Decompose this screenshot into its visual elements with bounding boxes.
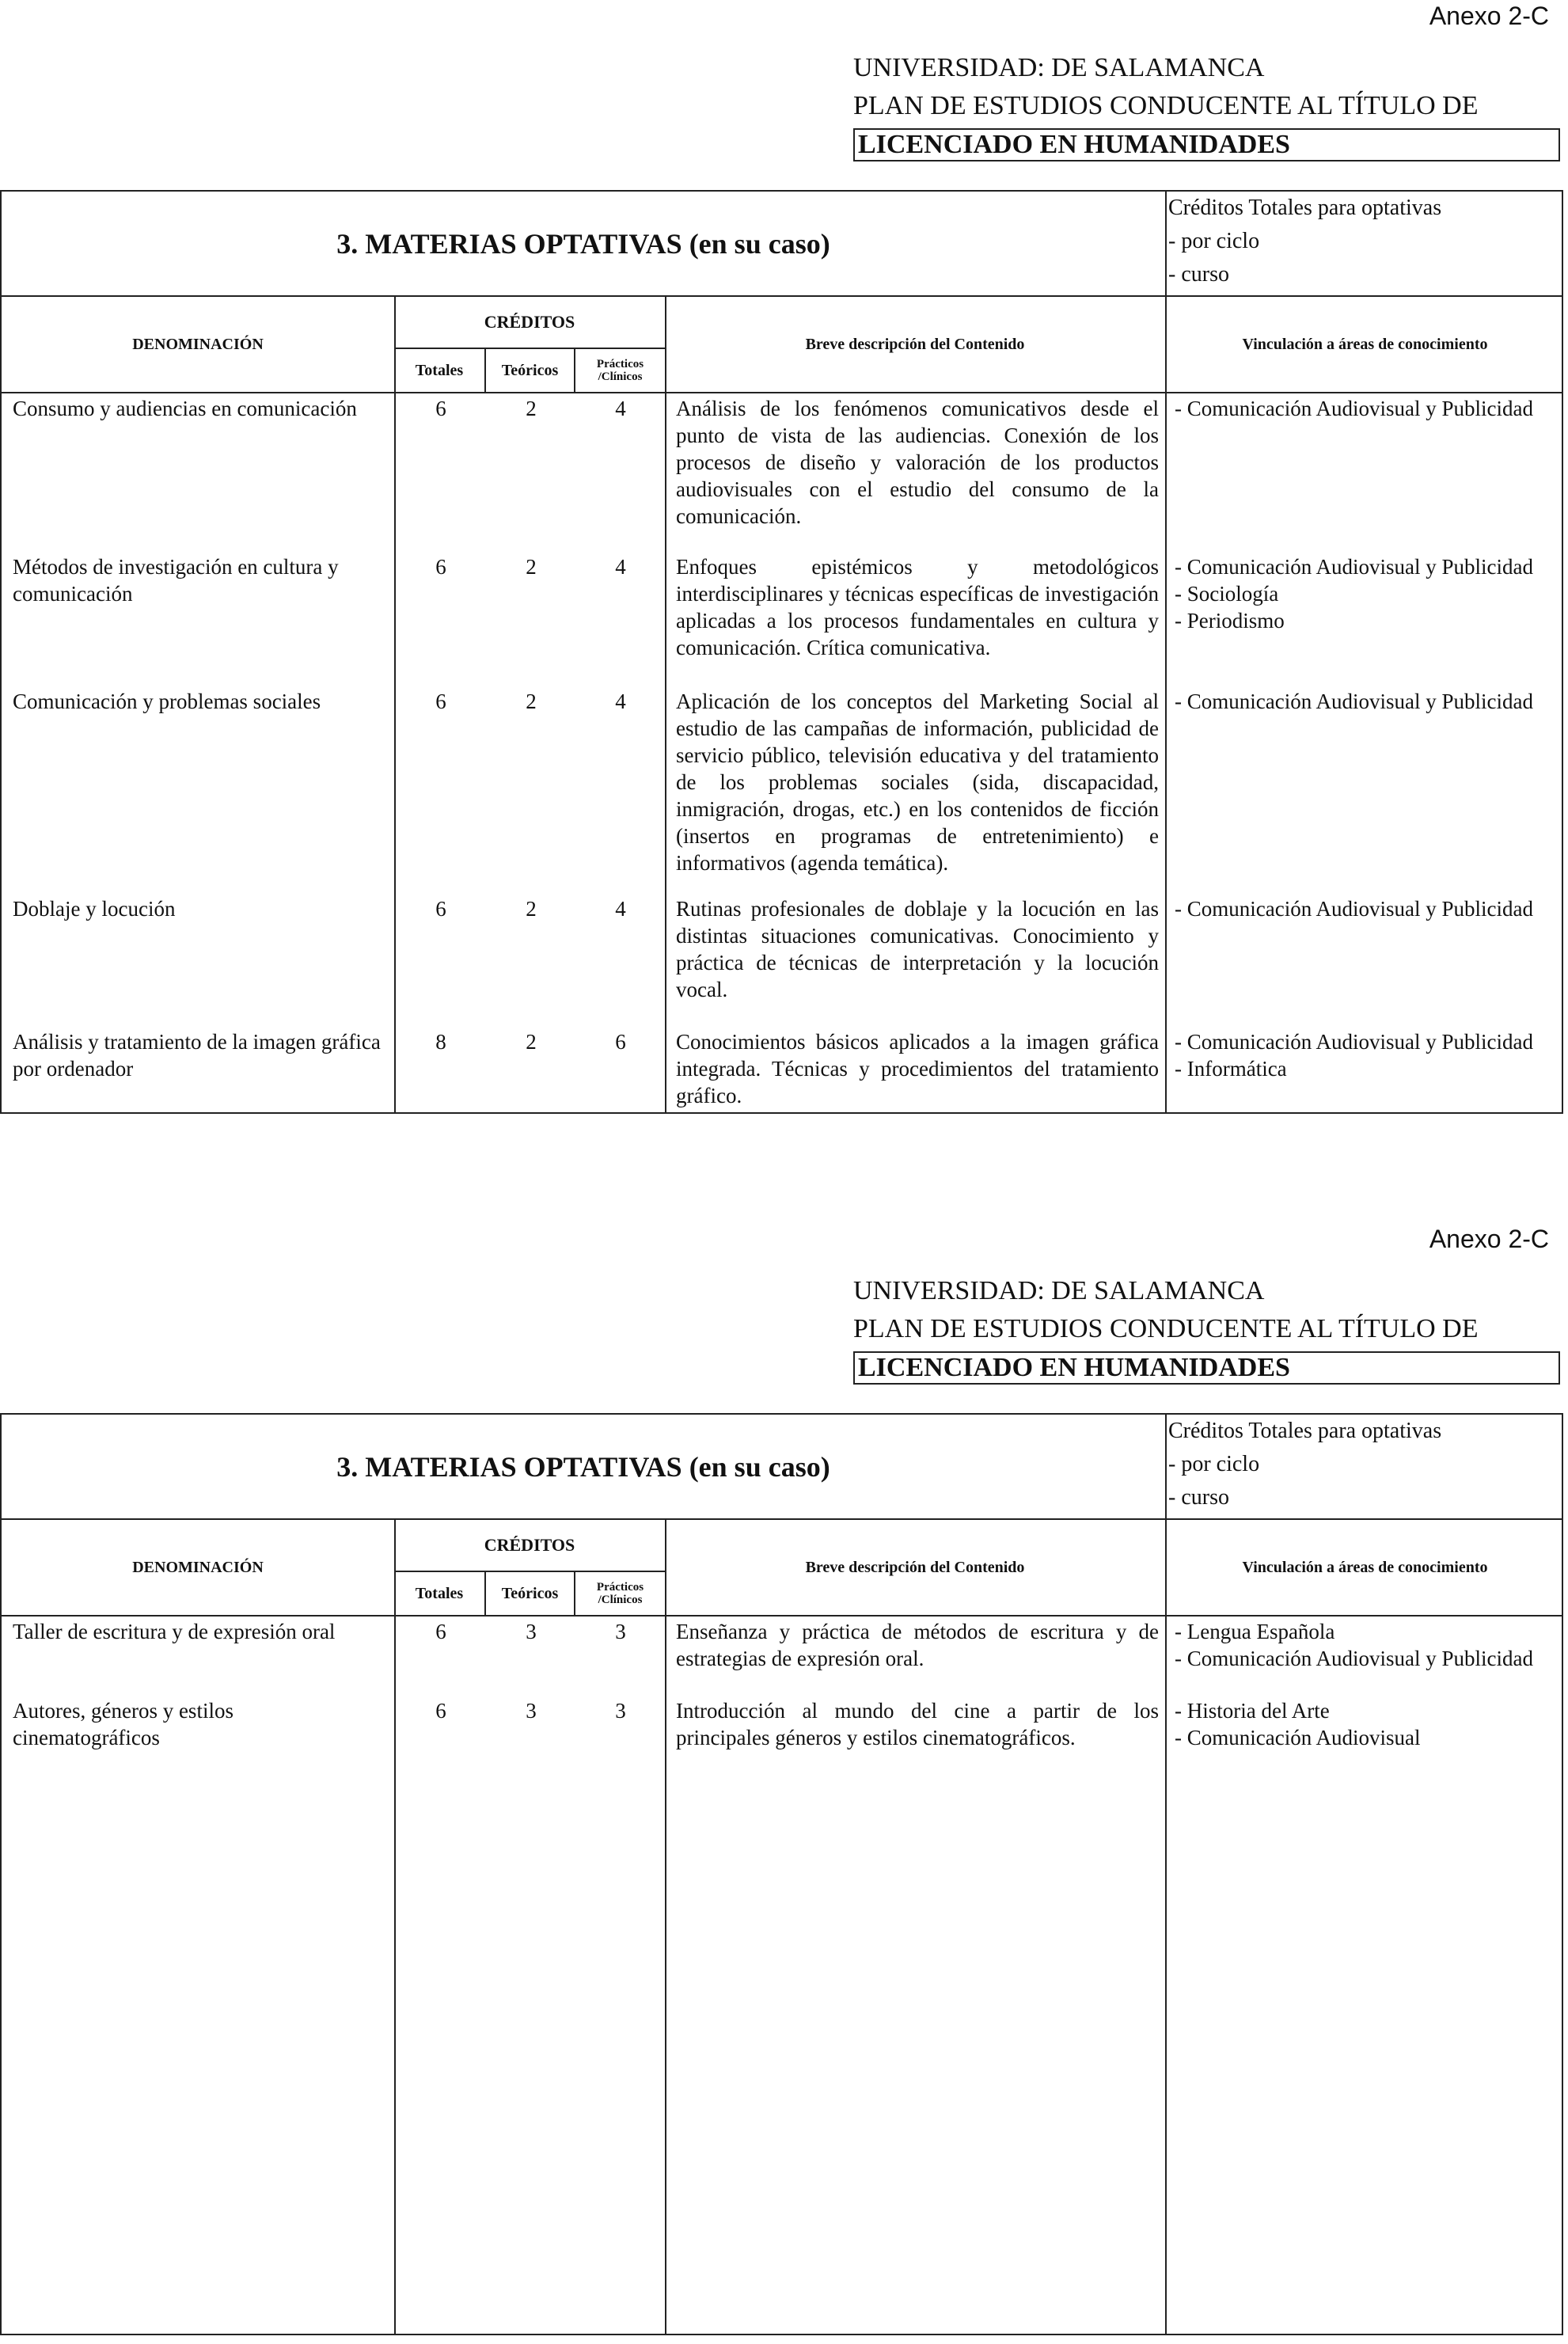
university-line: UNIVERSIDAD: DE SALAMANCA xyxy=(853,53,1265,82)
document-header xyxy=(853,49,1562,161)
header-vinculacion: Vinculación a áreas de conocimiento xyxy=(1242,1558,1488,1576)
credits-theory: 2 xyxy=(526,397,537,420)
subject-name: Comunicación y problemas sociales xyxy=(13,690,321,713)
credits-total-label: Créditos Totales para optativas xyxy=(1168,196,1442,220)
section-header-box xyxy=(0,1413,1563,1520)
section-header-box xyxy=(0,190,1563,297)
degree-title: LICENCIADO EN HUMANIDADES xyxy=(853,128,1560,161)
document-header xyxy=(853,1272,1562,1385)
header-practicos: Prácticos /Clínicos xyxy=(596,1581,644,1606)
subject-name: Consumo y audiencias en comunicación xyxy=(13,397,357,420)
credits-practice: 6 xyxy=(615,1030,626,1054)
knowledge-area: - Comunicación Audiovisual y Publicidad xyxy=(1175,690,1533,713)
table-row xyxy=(2,1618,1562,1697)
document-page-1 xyxy=(0,0,1568,1156)
table-row xyxy=(2,1697,1562,1776)
subject-description: Conocimientos básicos aplicados a la imagen gráfica integrada. Técnicas y procedimientos del tratamiento gráfico. xyxy=(676,1030,1159,1107)
knowledge-areas xyxy=(1175,395,1562,422)
header-creditos: CRÉDITOS xyxy=(484,312,575,332)
degree-title: LICENCIADO EN HUMANIDADES xyxy=(853,1351,1560,1385)
header-denominacion: DENOMINACIÓN xyxy=(132,335,264,353)
subject-name: Doblaje y locución xyxy=(13,897,176,921)
credits-total: 6 xyxy=(435,555,446,579)
credits-total: 6 xyxy=(435,897,446,921)
credits-per-course-label: - curso xyxy=(1168,262,1229,287)
plan-line: PLAN DE ESTUDIOS CONDUCENTE AL TÍTULO DE xyxy=(853,1314,1479,1343)
table-row xyxy=(2,688,1562,895)
credits-per-cycle-label: - por ciclo xyxy=(1168,1452,1260,1476)
credits-theory: 2 xyxy=(526,555,537,579)
knowledge-area: - Comunicación Audiovisual y Publicidad xyxy=(1175,1030,1533,1054)
subject-description: Aplicación de los conceptos del Marketing Social al estudio de las campañas de información, publicidad de servicio público, televisión educativa y del tratamiento de los problemas sociales (sida, discapacidad, inmigración, drogas, etc.) en los contenidos de ficción (insertos en programas de entretenimiento) e informativos (agenda temática). xyxy=(676,690,1159,875)
annex-label: Anexo 2-C xyxy=(1429,1225,1549,1253)
subject-name: Análisis y tratamiento de la imagen gráfica por ordenador xyxy=(13,1030,381,1081)
credits-theory: 3 xyxy=(526,1620,537,1643)
credits-total: 6 xyxy=(435,1699,446,1723)
credits-total: 8 xyxy=(435,1030,446,1054)
credits-theory: 2 xyxy=(526,690,537,713)
credits-per-cycle-label: - por ciclo xyxy=(1168,229,1260,253)
knowledge-areas xyxy=(1175,553,1562,634)
annex-label: Anexo 2-C xyxy=(1429,2,1549,30)
university-line: UNIVERSIDAD: DE SALAMANCA xyxy=(853,1276,1265,1305)
credits-total: 6 xyxy=(435,1620,446,1643)
credits-practice: 3 xyxy=(615,1699,626,1723)
credits-total-label: Créditos Totales para optativas xyxy=(1168,1419,1442,1443)
optional-credits-box xyxy=(1165,1415,1563,1518)
knowledge-area: - Comunicación Audiovisual y Publicidad xyxy=(1175,897,1533,921)
optional-credits-box xyxy=(1165,192,1563,295)
subject-description: Rutinas profesionales de doblaje y la locución en las distintas situaciones comunicativas. Conocimiento y práctica de técnicas de interpretación y la locución vocal. xyxy=(676,897,1159,1001)
section-title: 3. MATERIAS OPTATIVAS (en su caso) xyxy=(336,227,830,260)
knowledge-area: - Lengua Española xyxy=(1175,1620,1335,1643)
header-totales: Totales xyxy=(415,1584,464,1602)
subject-description: Enseñanza y práctica de métodos de escritura y de estrategias de expresión oral. xyxy=(676,1620,1159,1670)
header-vinculacion: Vinculación a áreas de conocimiento xyxy=(1242,335,1488,353)
credits-total: 6 xyxy=(435,690,446,713)
optional-subjects-table xyxy=(0,297,1563,1114)
table-header xyxy=(2,297,1562,393)
table-row xyxy=(2,1028,1562,1123)
header-creditos: CRÉDITOS xyxy=(484,1535,575,1555)
knowledge-area: - Comunicación Audiovisual y Publicidad xyxy=(1175,555,1533,579)
header-teoricos: Teóricos xyxy=(501,361,559,379)
knowledge-areas xyxy=(1175,688,1562,715)
document-page-2 xyxy=(0,1223,1568,2339)
credits-practice: 4 xyxy=(615,397,626,420)
knowledge-area: - Historia del Arte xyxy=(1175,1699,1330,1723)
section-title: 3. MATERIAS OPTATIVAS (en su caso) xyxy=(336,1450,830,1483)
knowledge-area: - Periodismo xyxy=(1175,609,1285,633)
subject-name: Métodos de investigación en cultura y comunicación xyxy=(13,555,339,606)
table-header xyxy=(2,1520,1562,1616)
header-totales: Totales xyxy=(415,361,464,379)
header-denominacion: DENOMINACIÓN xyxy=(132,1558,264,1576)
subject-description: Introducción al mundo del cine a partir de los principales géneros y estilos cinematográficos. xyxy=(676,1699,1159,1749)
credits-total: 6 xyxy=(435,397,446,420)
credits-theory: 2 xyxy=(526,897,537,921)
subject-name: Autores, géneros y estilos cinematográficos xyxy=(13,1699,233,1749)
credits-practice: 4 xyxy=(615,897,626,921)
knowledge-areas xyxy=(1175,1697,1562,1751)
knowledge-area: - Comunicación Audiovisual xyxy=(1175,1726,1421,1749)
subject-description: Enfoques epistémicos y metodológicos interdisciplinares y técnicas específicas de investigación aplicadas a los procesos fundamentales en cultura y comunicación. Crítica comunicativa. xyxy=(676,555,1159,659)
credits-theory: 3 xyxy=(526,1699,537,1723)
knowledge-area: - Comunicación Audiovisual y Publicidad xyxy=(1175,397,1533,420)
credits-per-course-label: - curso xyxy=(1168,1485,1229,1510)
knowledge-area: - Sociología xyxy=(1175,582,1279,606)
credits-practice: 4 xyxy=(615,555,626,579)
credits-theory: 2 xyxy=(526,1030,537,1054)
plan-line: PLAN DE ESTUDIOS CONDUCENTE AL TÍTULO DE xyxy=(853,91,1479,120)
header-teoricos: Teóricos xyxy=(501,1584,559,1602)
subject-name: Taller de escritura y de expresión oral xyxy=(13,1620,336,1643)
header-descripcion: Breve descripción del Contenido xyxy=(805,335,1025,353)
knowledge-areas xyxy=(1175,1028,1562,1082)
header-descripcion: Breve descripción del Contenido xyxy=(805,1558,1025,1576)
knowledge-areas xyxy=(1175,895,1562,922)
table-row xyxy=(2,553,1562,688)
subject-description: Análisis de los fenómenos comunicativos desde el punto de vista de las audiencias. Conexión de los procesos de diseño y valoración de los productos audiovisuales con el estudio del consumo de la comunicación. xyxy=(676,397,1159,528)
knowledge-area: - Comunicación Audiovisual y Publicidad xyxy=(1175,1647,1533,1670)
header-practicos: Prácticos /Clínicos xyxy=(596,358,644,383)
optional-subjects-table xyxy=(0,1520,1563,2335)
knowledge-area: - Informática xyxy=(1175,1057,1287,1081)
knowledge-areas xyxy=(1175,1618,1562,1672)
table-row xyxy=(2,895,1562,1028)
table-row xyxy=(2,395,1562,553)
credits-practice: 4 xyxy=(615,690,626,713)
credits-practice: 3 xyxy=(615,1620,626,1643)
